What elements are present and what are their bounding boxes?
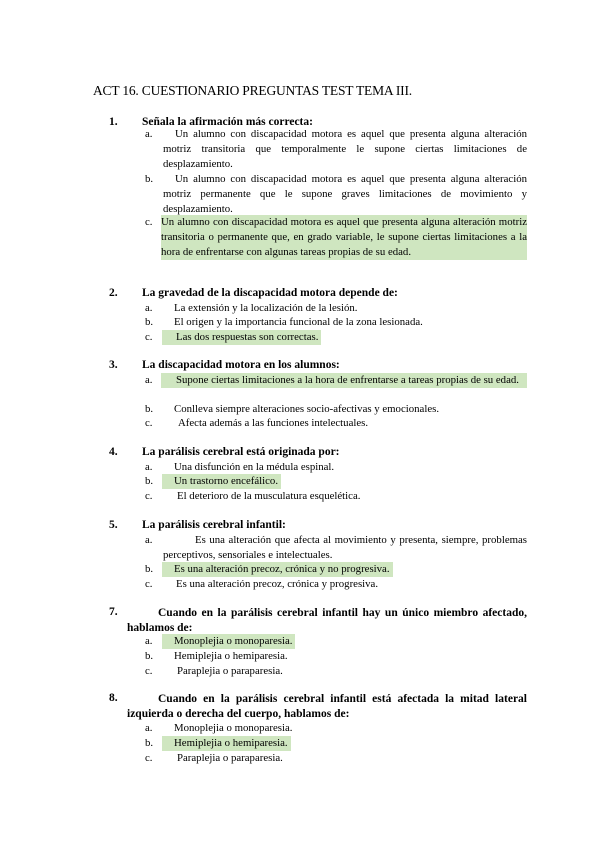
option-letter: c. — [145, 752, 153, 764]
question-number: 1. — [109, 116, 118, 128]
option-text: Conlleva siempre alteraciones socio-afectivas y emocionales. — [174, 403, 440, 415]
option-letter: a. — [145, 722, 153, 734]
option-letter: b. — [145, 737, 154, 749]
option-letter: b. — [145, 403, 154, 415]
option-text: Un alumno con discapacidad motora es aquel que presenta alguna alteración motriz permanente que le supone graves limitaciones de movimiento y desplazamiento. — [163, 173, 527, 215]
question-text: Señala la afirmación más correcta: — [142, 116, 313, 128]
question-number: 5. — [109, 519, 118, 531]
option-letter: b. — [145, 650, 154, 662]
option-text: Un alumno con discapacidad motora es aquel que presenta alguna alteración motriz transitoria o permanente que, en grado variable, le supone ciertas limitaciones a la hora de enfrentarse con algunas tareas propias de su edad. — [161, 216, 527, 258]
option-text: Es una alteración precoz, crónica y progresiva. — [176, 578, 379, 590]
option-text: Monoplejia o monoparesia. — [162, 634, 295, 649]
option-letter: b. — [145, 173, 154, 185]
option-letter: c. — [145, 490, 153, 502]
question-number: 7. — [109, 606, 118, 618]
option-text: Hemiplejia o hemiparesia. — [162, 736, 291, 751]
option-text: Un trastorno encefálico. — [162, 474, 281, 489]
option-letter: c. — [145, 578, 153, 590]
question-number: 2. — [109, 287, 118, 299]
question-text: La parálisis cerebral está originada por: — [142, 446, 340, 458]
option-letter: b. — [145, 475, 154, 487]
option-letter: a. — [145, 461, 153, 473]
question-number: 3. — [109, 359, 118, 371]
option-text: La extensión y la localización de la lesión. — [174, 302, 358, 314]
question-text: La discapacidad motora en los alumnos: — [142, 359, 340, 371]
option-letter: a. — [145, 635, 153, 647]
option-text: Hemiplejia o hemiparesia. — [174, 650, 288, 662]
question-text: Cuando en la parálisis cerebral infantil hay un único miembro afectado, hablamos de: — [127, 607, 527, 634]
option-text: Las dos respuestas son correctas. — [162, 330, 321, 345]
option-text: El deterioro de la musculatura esquelética. — [177, 490, 361, 502]
option-text: Afecta además a las funciones intelectuales. — [178, 417, 369, 429]
option-text: Monoplejia o monoparesia. — [174, 722, 293, 734]
question-number: 8. — [109, 692, 118, 704]
option-letter: c. — [145, 331, 153, 343]
option-letter: a. — [145, 374, 153, 386]
question-text: Cuando en la parálisis cerebral infantil está afectada la mitad lateral izquierda o derecha del cuerpo, hablamos de: — [127, 693, 527, 720]
option-text: Es una alteración que afecta al movimiento y presenta, siempre, problemas perceptivos, sensoriales e intelectuales. — [163, 534, 527, 561]
option-letter: b. — [145, 316, 154, 328]
option-letter: c. — [145, 216, 153, 228]
option-text: Un alumno con discapacidad motora es aquel que presenta alguna alteración motriz transitoria que temporalmente le supone ciertas limitaciones de desplazamiento. — [163, 128, 527, 170]
option-text: Una disfunción en la médula espinal. — [174, 461, 335, 473]
option-text: Supone ciertas limitaciones a la hora de enfrentarse a tareas propias de su edad. — [161, 373, 527, 388]
option-letter: a. — [145, 534, 153, 546]
option-letter: c. — [145, 417, 153, 429]
option-text: Es una alteración precoz, crónica y no progresiva. — [162, 562, 393, 577]
option-letter: a. — [145, 128, 153, 140]
option-letter: a. — [145, 302, 153, 314]
question-text: La gravedad de la discapacidad motora depende de: — [142, 287, 398, 299]
option-letter: b. — [145, 563, 154, 575]
option-text: Paraplejia o paraparesia. — [177, 665, 283, 677]
page-title: ACT 16. CUESTIONARIO PREGUNTAS TEST TEMA III. — [93, 83, 412, 98]
option-text: Paraplejia o paraparesia. — [177, 752, 283, 764]
option-letter: c. — [145, 665, 153, 677]
question-text: La parálisis cerebral infantil: — [142, 519, 286, 531]
option-text: El origen y la importancia funcional de la zona lesionada. — [174, 316, 423, 328]
question-number: 4. — [109, 446, 118, 458]
